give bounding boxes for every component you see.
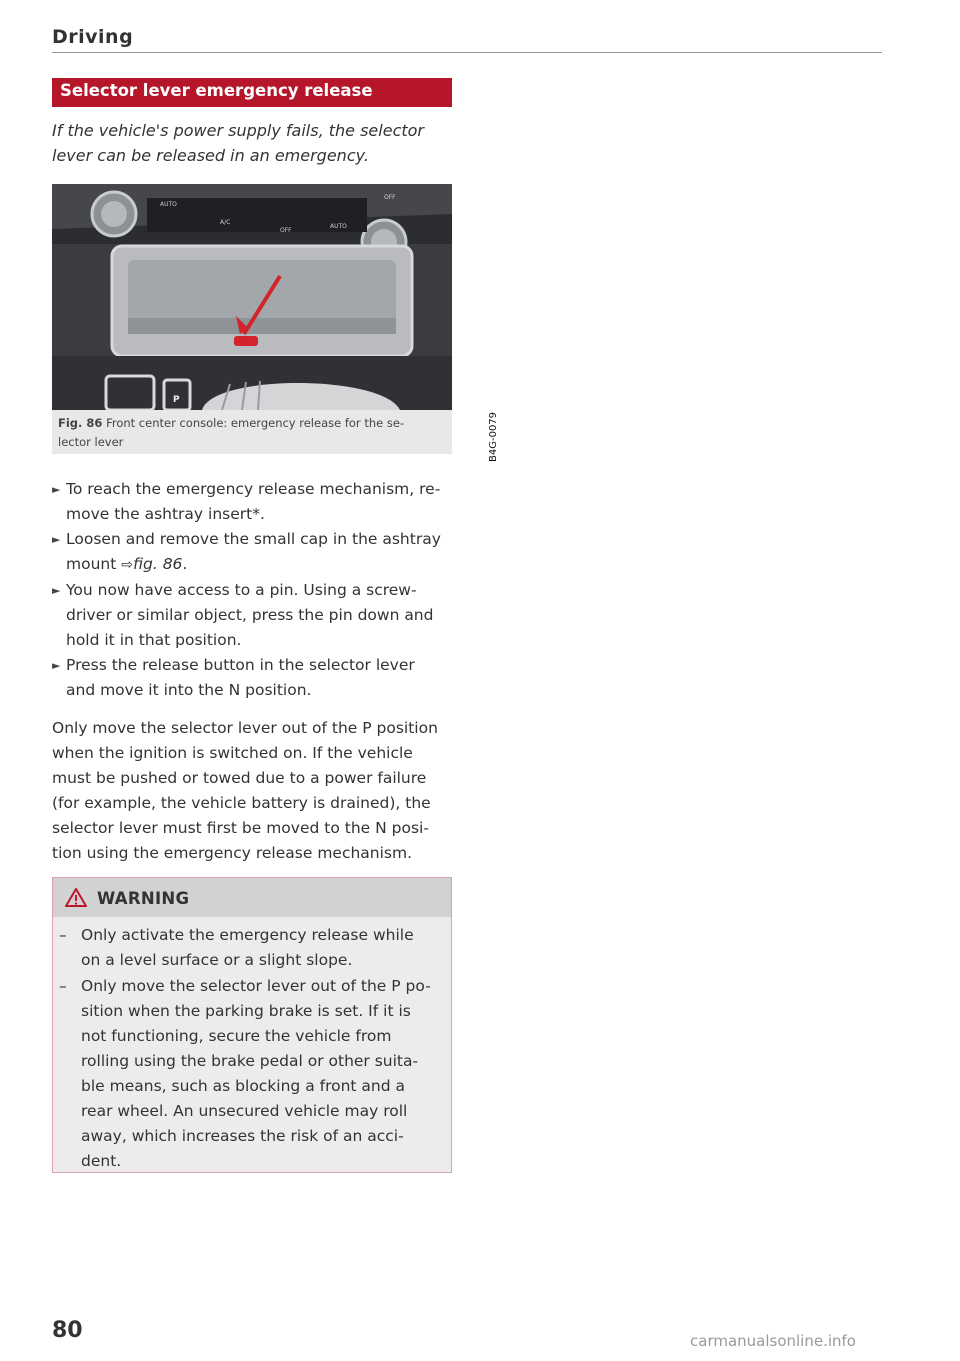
panel-ac: A/C (220, 219, 231, 226)
panel-park: P (173, 395, 180, 405)
reference-arrow-icon: ⇨ (121, 557, 133, 573)
warning-header (53, 878, 451, 917)
bullet-icon: ► (52, 659, 61, 672)
warning-list (53, 917, 451, 1174)
step-item: ► Loosen and remove the small cap in the ashtray mount ⇨fig. 86. (52, 527, 457, 578)
figure-reference-link[interactable]: fig. 86 (132, 555, 183, 573)
caption-line-1: Front center console: emergency release for the se- (106, 416, 405, 430)
figure-86 (52, 184, 499, 462)
body-paragraph: Only move the selector lever out of the P position when the ignition is switched on. If the vehicle must be pushed or towed due to a power failure (for example, the vehicle battery is drained), the selector lever must first be moved to the N posi- tion using the emergency release mechanism. (52, 719, 438, 862)
caption-line-2: lector lever (58, 435, 124, 449)
page-number: 80 (52, 1318, 83, 1343)
warning-triangle-icon (65, 888, 87, 911)
warning-box (52, 877, 452, 1173)
panel-off-left: OFF (280, 227, 292, 234)
figure-caption (58, 414, 448, 452)
figure-label: Fig. 86 (58, 416, 103, 430)
warning-item: – Only activate the emergency release while on a level surface or a slight slope. (59, 926, 414, 969)
step-item: ► To reach the emergency release mechanism, re- move the ashtray insert*. (52, 477, 457, 527)
panel-auto-right: AUTO (330, 223, 347, 230)
bullet-icon: ► (52, 483, 61, 496)
watermark: carmanualsonline.info (690, 1332, 856, 1350)
svg-text:B4G-0079: B4G-0079 (488, 411, 499, 462)
instruction-steps (52, 477, 457, 703)
warning-item: – Only move the selector lever out of the P po- sition when the parking brake is set. If it is not functioning, secure the vehicle from rolling using the brake pedal or other suita- ble means, such as blocking a front and a rear wheel. An unsecured vehicle may roll away, which increases the risk of an acci- dent. (59, 977, 431, 1170)
section-intro: If the vehicle's power supply fails, the selector lever can be released in an emergency. (52, 121, 424, 165)
bullet-icon: ► (52, 533, 61, 546)
panel-off-top: OFF (384, 194, 396, 201)
figure-code (486, 374, 500, 464)
section-title: Selector lever emergency release (52, 78, 452, 107)
warning-title: WARNING (97, 889, 190, 908)
center-console-photo (52, 184, 452, 410)
header-rule (52, 52, 882, 53)
step-item: ► You now have access to a pin. Using a screw- driver or similar object, press the pin down and hold it in that position. (52, 578, 457, 653)
running-header: Driving (52, 26, 134, 48)
step-item: ► Press the release button in the selector lever and move it into the N position. (52, 653, 457, 703)
panel-auto-left: AUTO (160, 201, 177, 208)
bullet-icon: ► (52, 584, 61, 597)
